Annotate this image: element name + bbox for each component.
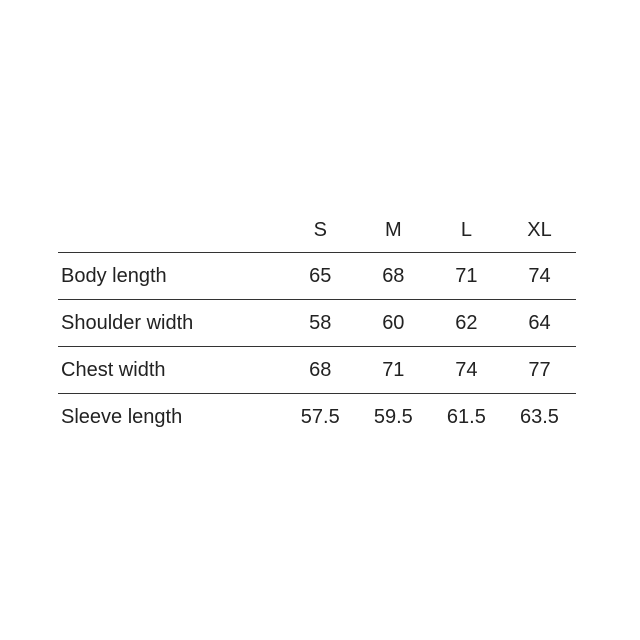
table-cell: 62 [455,311,478,334]
table-cell: 61.5 [446,406,486,428]
table-cell: 58 [309,311,332,334]
row-label-chest-width: Chest width [61,358,166,381]
table-cell: 77 [528,358,551,381]
table-cell: 64 [528,311,551,334]
table-cell: 74 [528,264,551,287]
row-label-sleeve-length: Sleeve length [61,406,183,428]
table-row [58,253,576,300]
table-cell: 60 [382,311,405,334]
table-row [58,394,576,441]
column-header-s: S [313,218,327,241]
table-cell: 68 [309,358,332,381]
size-chart-table [58,208,576,441]
row-label-body-length: Body length [61,264,167,287]
table-row [58,347,576,394]
table-cell: 59.5 [373,406,413,428]
column-header-m: M [384,218,402,241]
table-header-row [58,208,576,253]
column-header-xl: XL [527,218,552,241]
row-label-shoulder-width: Shoulder width [61,311,194,334]
table-cell: 65 [309,264,332,287]
table-cell: 68 [382,264,405,287]
table-cell: 74 [455,358,478,381]
table-cell: 63.5 [520,406,559,428]
table-row [58,300,576,347]
column-header-l: L [460,218,472,241]
table-cell: 57.5 [300,406,340,428]
table-cell: 71 [382,358,405,381]
table-cell: 71 [455,264,478,287]
